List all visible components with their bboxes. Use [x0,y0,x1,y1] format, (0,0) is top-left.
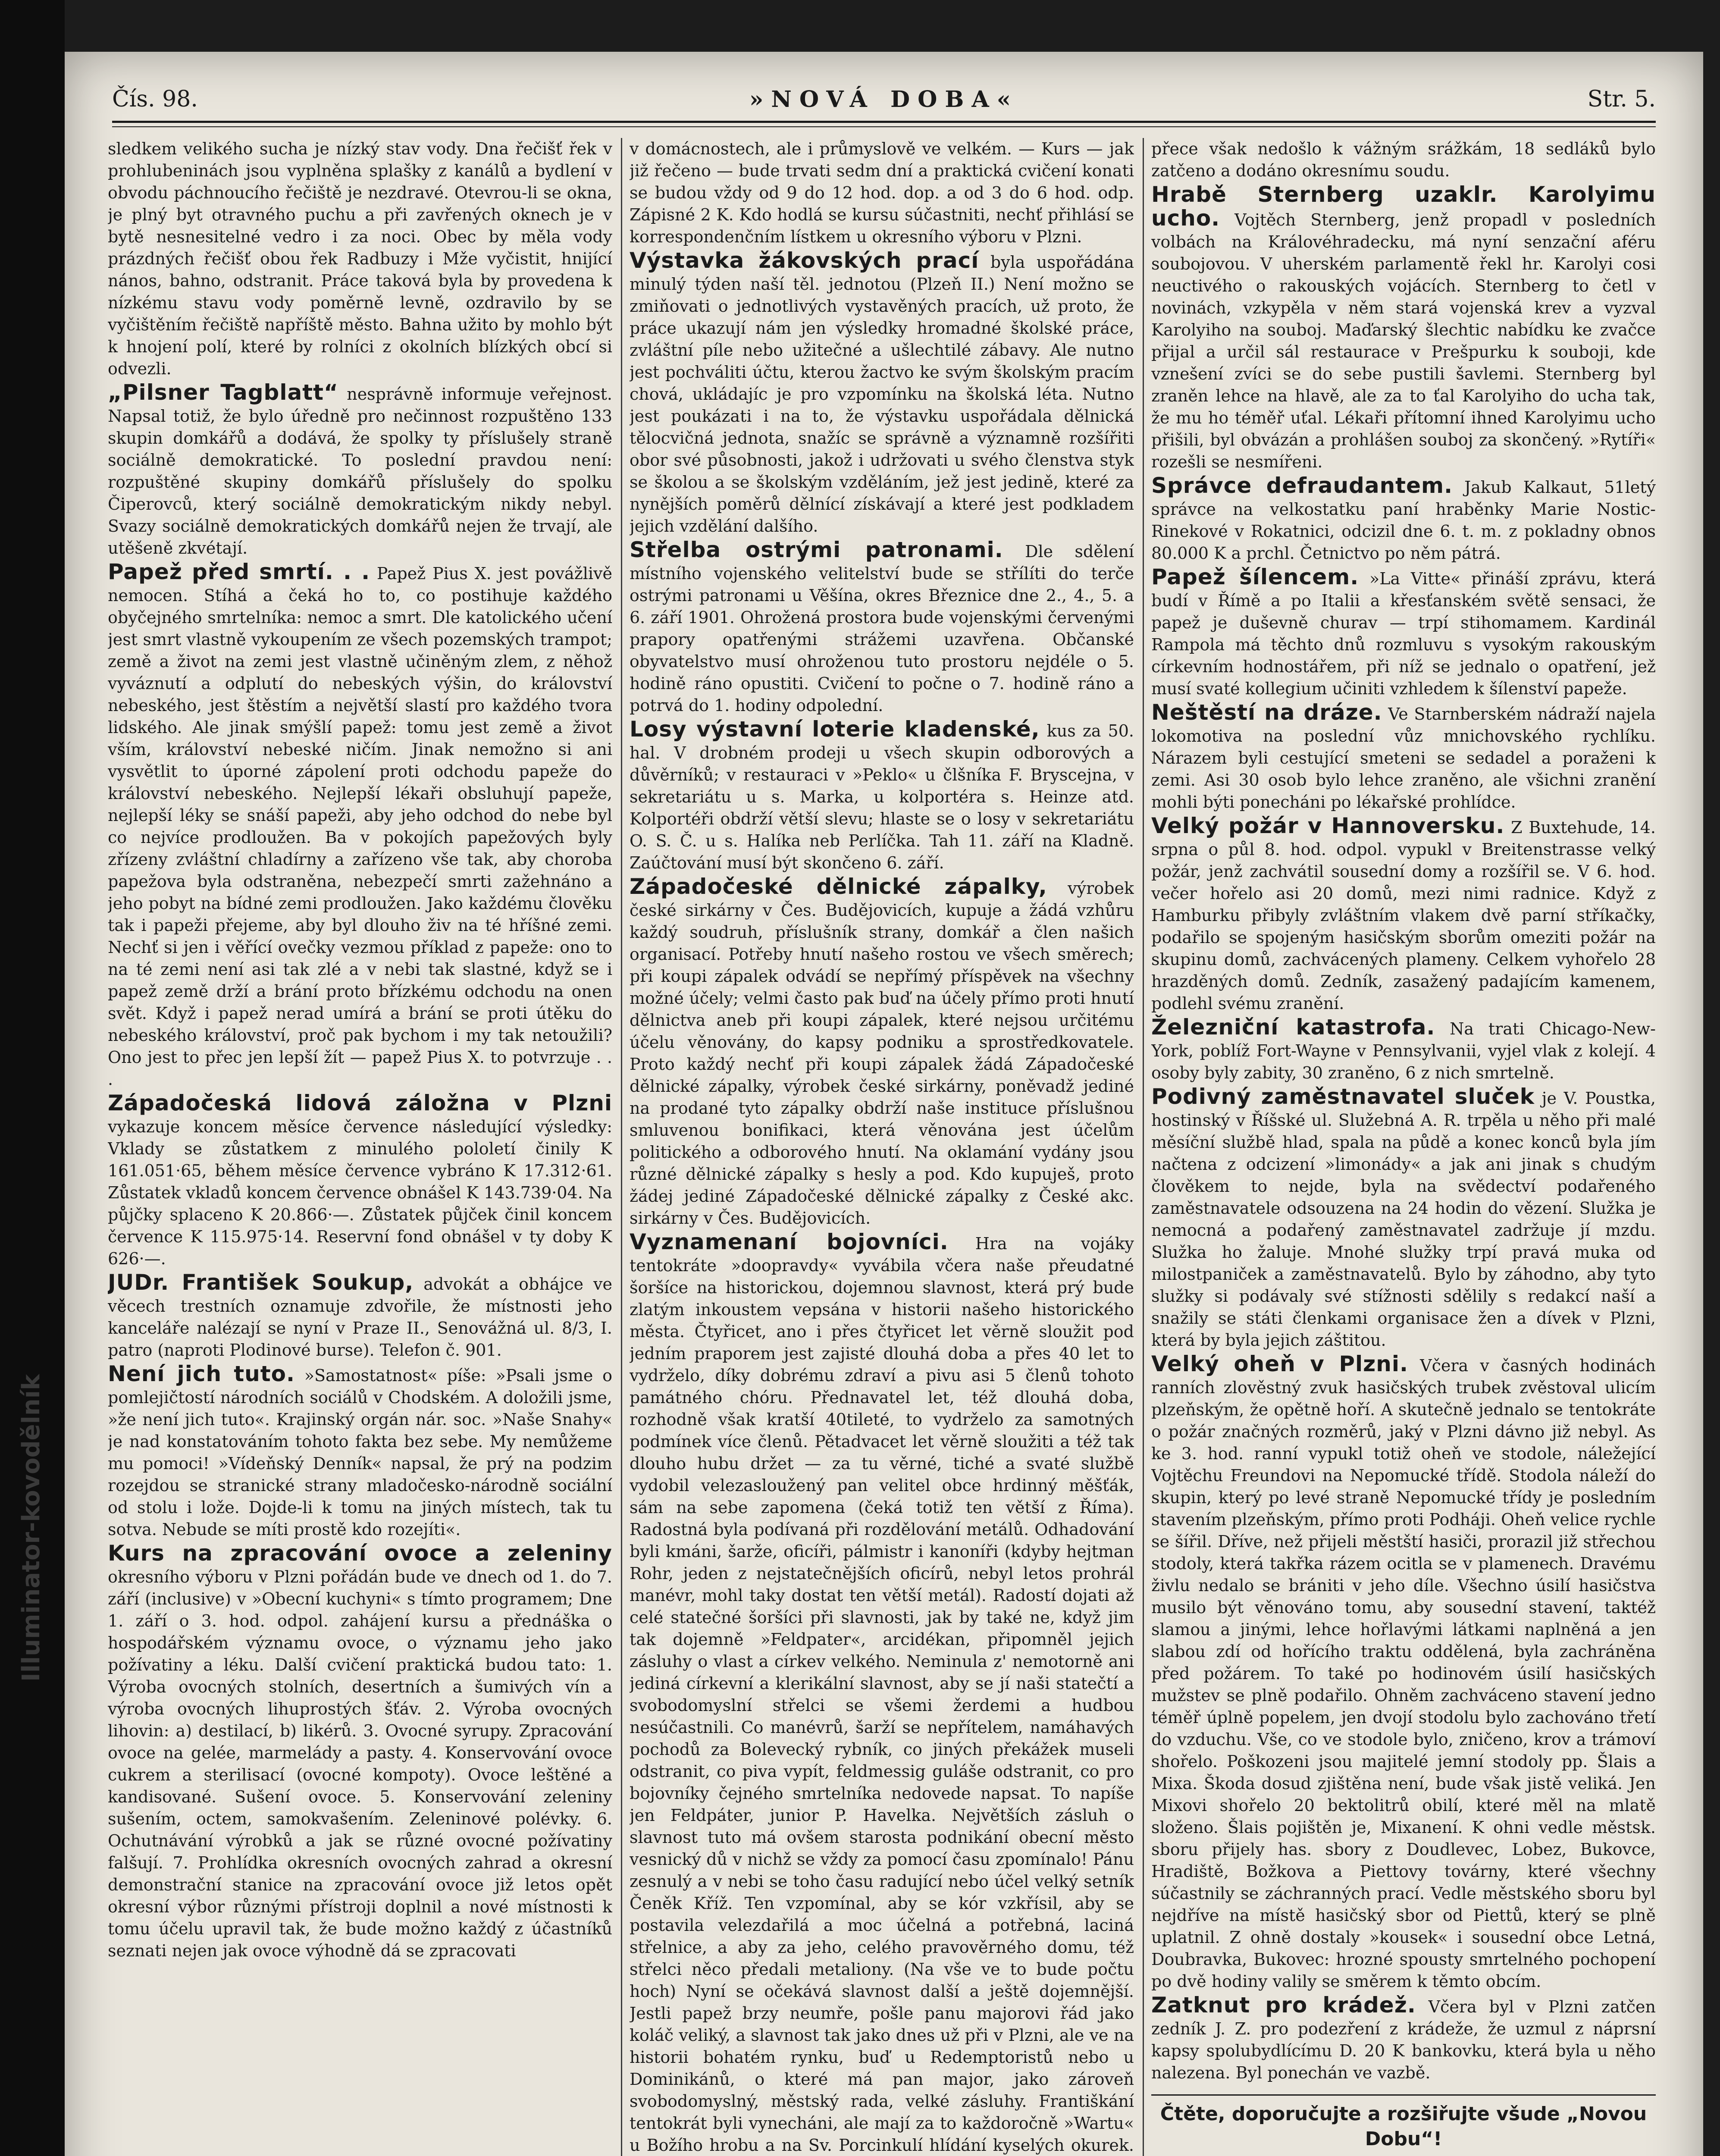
article-paragraph [1151,1353,1656,1993]
article-paragraph [108,1092,612,1270]
article-headline: Papež šílencem. [1151,564,1359,589]
article-paragraph [630,1231,1134,2156]
closing-appeal: Čtěte, doporučujte a rozšiřujte všude „Novou Dobu“! [1151,2094,1656,2152]
page-number: Str. 5. [1587,86,1656,112]
article-paragraph [1151,1994,1656,2084]
article-body: Na trati Chicago-New-York, poblíž Fort-Wayne v Pennsylvanii, vyjel vlak z kolejí. 4 osoby byly zabity, 30 zraněno, 6 z nich smrtelně. [1151,1019,1656,1082]
article-body: Vojtěch Sternberg, jenž propadl v posledních volbách na Královéhradecku, má nyní senzační aféru soubojovou. V uherském parlamentě řekl hr. Karolyi cosi neuctivého o rakouských vojácích. Sternberg to četl v novinách, vzkypěla v něm stará vojenská krev a vyzval Karolyiho na souboj. Maďarský šlechtic nabídku ke zvačce přijal a určil sál restaurace v Prešpurku k souboji, kde vznešení zvíci se do sebe pustili šavlemi. Sternberg byl zraněn lehce na hlavě, ale za to ťal Karolyiho do ucha tak, že mu ho téměř uťal. Lékaři přítomní ihned Karolyimu ucho přišili, byl obvázán a prohlášen souboj za skončený. »Rytíři« rozešli se nesmířeni. [1151,210,1656,471]
article-body: v domácnostech, ale i průmyslově ve velkém. — Kurs — jak již řečeno — bude trvati sedm dní a praktická cvičení konati se budou vždy od 9 do 12 hod. dop. a od 3 do 6 hod. odp. Zápisné 2 K. Kdo hodlá se kursu súčastniti, nechť přihlásí se korrespondenčním lístkem u okresního výboru v Plzni. [630,139,1134,246]
article-paragraph [1151,184,1656,473]
article-body: advokát a obhájce ve věcech trestních oznamuje zdvořile, že místnosti jeho kanceláře nalézají se nyní v Praze II., Senovážná ul. 8/3, I. patro (naproti Plodinové burse). Telefon č. 901. [108,1275,612,1360]
article-headline: Západočeské dělnické zápalky, [630,874,1047,899]
article-headline: Výstavka žákovských prací [630,248,979,273]
newspaper-page [65,52,1703,2156]
news-article [1151,184,1656,473]
article-body: přece však nedošlo k vážným srážkám, 18 sedláků bylo zatčeno a dodáno okresnímu soudu. [1151,139,1656,180]
article-headline: Papež před smrtí. . . [108,559,370,584]
article-paragraph [1151,702,1656,813]
article-body: je V. Poustka, hostinský v Říšské ul. Služebná A. R. trpěla u něho při malé měsíční službě hlad, spala na půdě a konec konců byla jím načtena z odcizení »limonády« a jak ani jinak s chudým člověkem to nejde, byla na svědectví podařeného zaměstnavatele odsouzena na 24 hodin do vězení. Služka je nemocná a podařený zaměstnavatel zadržuje jí mzdu. Služka ho žaluje. Mnohé služky trpí pravá muka od milostpaniček a zaměstnavatelů. Bylo by záhodno, aby tyto služky si podávaly své stížnosti sdělily s redakcí naší a snažily se státi členkami organisace žen a dívek v Plzni, která by byla jejich záštitou. [1151,1089,1656,1350]
article-body: Jakub Kalkaut, 51letý správce na velkostatku paní hraběnky Marie Nostic-Rinekové v Rokatnici, odcizil dne 6. t. m. z pokladny obnos 80.000 K a prchl. Četnictvo po něm pátrá. [1151,478,1656,563]
article-headline: Střelba ostrými patronami. [630,537,1003,562]
news-article [630,138,1134,248]
article-headline: „Pilsner Tagblatt“ [108,380,338,405]
article-body: Dle sdělení místního vojenského velitelství bude se střílíti do terče ostrými patronami u Věšína, okres Březnice dne 2., 4., 5. a 6. září 1901. Ohrožená prostora bude vojenskými červenými prapory opatřenými strážemi uzavřena. Občanské obyvatelstvo musí ohroženou tuto prostoru nejdéle o 5. hodině ráno opustiti. Cvičení to počne o 7. hodině ráno a potrvá do 1. hodiny odpolední. [630,542,1134,715]
news-article [108,382,612,559]
article-paragraph [1151,566,1656,700]
column-divider [621,138,622,2156]
column-divider [1143,138,1144,2156]
article-paragraph [630,138,1134,248]
news-article [1151,1353,1656,1993]
article-paragraph [1151,1016,1656,1084]
news-article [1151,138,1656,182]
news-article [630,250,1134,537]
article-body: nesprávně informuje veřejnost. Napsal totiž, že bylo úředně pro nečinnost rozpuštěno 133 skupin domkářů a dodává, že spolky ty příslušely straně sociálně demokratické. To poslední pravdou není: rozpuštěné skupiny domkářů příslušely do spolku Čiperovců, který sociálně demokratickým nikdy nebyl. Svazy sociálně demokratických domkářů nejen že trvají, ale utěšeně zkvétají. [108,385,612,558]
article-paragraph [1151,475,1656,564]
article-headline: Hrabě Sternberg uzaklr. Karolyimu ucho. [1151,182,1656,231]
news-article [108,1092,612,1270]
article-headline: JUDr. František Soukup, [108,1270,414,1295]
article-paragraph [1151,1086,1656,1351]
column-3 [1151,138,1656,2156]
article-paragraph [108,138,612,380]
article-headline: Vyznamenaní bojovníci. [630,1229,949,1254]
article-paragraph [630,718,1134,874]
article-body: Včera v časných hodinách ranních zlověstný zvuk hasičských trubek zvěstoval ulicím plzeňským, že opětně hoří. A skutečně jednalo se tentokráte o požár značných rozměrů, jaký v Plzni dávno již nebyl. As ke 3. hod. ranní vypukl totiž oheň ve stodole, náležející Vojtěchu Freundovi na Nepomucké třídě. Stodola náleží do skupin, který po levé straně Nepomucké třídy je posledním stavením plzeňským, přímo proti Podháji. Oheň velice rychle se šířil. Dříve, než přijeli městští hasiči, prorazil již střechou stodoly, která takřka rázem ocitla se v plamenech. Dravému živlu nedalo se brániti v jeho díle. Všechno úsilí hasičstva musilo být věnováno tomu, aby sousední stavení, taktéž slamou a jinými, lehce hořlavými látkami naplněná a jen slabou zdí od hořícího traktu oddělená, byla zachráněna před požárem. To také po hodinovém úsilí hasičských mužstev se plně podařilo. Ohněm zachváceno stavení jedno téměř úplně popelem, jen dvojí stodolu bylo zachováno třetí do vzduchu. Vše, co ve stodole bylo, zničeno, krov a trámoví shořelo. Poškozeni jsou majitelé jemní stodoly pp. Šlais a Mixa. Škoda dosud zjištěna není, bude však jistě veliká. Jen Mixovi shořelo 20 bektolitrů obilí, které měl na mlatě složeno. Šlais pojištěn je, Mixanení. K ohni vedle městsk. sboru přijely has. sbory z Doudlevec, Lobez, Bukovce, Hradiště, Božkova a Piettovy továrny, které všechny súčastnily se záchranných prací. Vedle městského sboru byl nejdříve na místě hasičský sbor od Piettů, který se plně uplatnil. Z ohně dostaly »kousek« i sousední obce Letná, Doubravka, Bukovec: hrozné spousty smrtelného pochopení po dvě hodiny valily se směrem k těmto obcím. [1151,1356,1656,1991]
news-article [630,539,1134,717]
column-2 [630,138,1134,2156]
masthead-rule [112,121,1656,127]
article-paragraph [108,1542,612,1962]
news-article [1151,1086,1656,1351]
newspaper-title: »NOVÁ DOBA« [749,86,1019,113]
news-article [1151,1994,1656,2084]
article-paragraph [630,539,1134,717]
news-article [108,1363,612,1541]
article-paragraph [108,1272,612,1361]
article-paragraph [1151,815,1656,1015]
news-article [1151,1016,1656,1084]
article-body: Z Buxtehude, 14. srpna o půl 8. hod. odpol. vypukl v Breitenstrasse velký požár, jenž zachvátil sousední domy a rozšířil se. V 6. hod. večer hořelo asi 20 domů, mezi nimi radnice. Když z Hamburku přibyly zvláštním vlakem dvě parní stříkačky, podařilo se spojeným hasičským sborům omeziti požár na skupinu domů, zachvácených plameny. Celkem vyhořelo 28 hrazděných domů. Zedník, zasažený padajícím kamenem, podlehl svému zranění. [1151,818,1656,1013]
news-article [1151,566,1656,700]
article-body: Papež Pius X. jest povážlivě nemocen. Stíhá a čeká ho to, co postihuje každého obyčejného smrtelníka: nemoc a smrt. Dle katolického učení jest smrt vlastně vykoupením ze všech pozemských trampot; země a život na zemi jest vlastně učiněným zlem, z něhož vyváznutí a odplutí do nebeských výšin, do království nebeského, jest štěstím a největší slastí pro každého tvora lidského. Ale jinak smýšlí papež: tomu jest země a život vším, království nebeské ničím. Jinak nemožno si ani vysvětlit to úporné zápolení proti odchodu papeže do království nebeského. Nejlepší lékaři obsluhují papeže, nejlepší léky se snáší papeži, aby jeho odchod do nebe byl co nejvíce prodloužen. Ba v pokojích papežových byly zřízeny zvláštní chladírny a zařízeno vše tak, aby choroba papežova byla odstraněna, nebezpečí smrti zažehnáno a jeho pobyt na bídné zemi prodloužen. Jako každému člověku tak i papeži přejeme, aby byl dlouho živ na té hříšné zemi. Nechť si jen i věřící ovečky vezmou příklad z papeže: ono to na té zemi není asi tak zlé a v nebi tak slastné, když se i papež země drží a brání proto břízkému odchodu na onen svět. Když i papež nerad umírá a brání se proti útěku do nebeského království, proč pak bychom i my tak netoužili? Ono jest to přec jen lepší žít — papež Pius X. to potvrzuje . . . [108,564,612,1089]
news-article [108,561,612,1091]
article-body: sledkem velikého sucha je nízký stav vody. Dna řečišť řek v prohlubeninách jsou vyplněna splašky z kanálů a bydlení v obvodu páchnoucího řečiště je nezdravé. Otevrou-li se okna, je plný byt otravného puchu a při zavřených oknech je v bytě nesnesitelné vedro i za noci. Obec by měla vody prázdných řečišť obou řek Radbuzy i Mže vyčistit, hnijící nános, bahno, odstranit. Práce taková byla by provedena k nízkému stavu vody poměrně levně, ozdravilo by se vyčištěním řečiště napříště město. Bahna užito by mohlo být k hnojení polí, které by rolníci z okolních blízkých obcí si odvezli. [108,139,612,378]
article-body: »La Vitte« přináší zprávu, která budí v Římě a po Italii a křesťanském světě sensaci, že papež je duševně churav — trpí stihomamem. Kardinál Rampola má těchto dnů rozmluvu s vysokým rakouským církevním hodnostářem, při níž se jednalo o opatření, jež musí svaté kollegium učiniti vzhledem k šílenství papeže. [1151,569,1656,698]
news-article [630,1231,1134,2156]
article-paragraph [1151,138,1656,182]
article-headline: Losy výstavní loterie kladenské, [630,717,1040,742]
news-article [108,138,612,380]
article-headline: Velký oheň v Plzni. [1151,1351,1408,1376]
article-body: kus za 50. hal. V drobném prodeji u všech skupin odborových a důvěrníků; v restauraci v »Peklo« u člšníka F. Bryscejna, v sekretariátu u s. Marka, u kolportéra s. Heinze atd. Kolportéři obdrží větší slevu; hlaste se o losy v sekretariátu O. S. Č. u s. Halíka neb Perlíčka. Tah 11. září na Kladně. Zaúčtování musí být skončeno 6. září. [630,721,1134,872]
article-headline: Železniční katastrofa. [1151,1015,1435,1040]
column-1 [108,138,612,2156]
news-article [1151,702,1656,813]
article-paragraph [630,250,1134,537]
book-binding [0,0,65,2156]
news-article [1151,475,1656,564]
news-article [630,718,1134,874]
article-paragraph [108,382,612,559]
article-paragraph [108,1363,612,1541]
article-headline: Velký požár v Hannoversku. [1151,813,1505,838]
article-paragraph [108,561,612,1091]
article-headline: Podivný zaměstnavatel sluček [1151,1084,1535,1109]
article-body: okresního výboru v Plzni pořádán bude ve dnech od 1. do 7. září (inclusive) v »Obecní kuchyni« s tímto programem; Dne 1. září o 3. hod. odpol. zahájení kursu a přednáška o hospodářském významu ovoce, o významu jeho jako požívatiny a léku. Další cvičení praktická budou tato: 1. Výroba ovocných stolních, desertních a šumivých vín a výroba ovocných lihuprostých šťáv. 2. Výroba ovocných lihovin: a) destilací, b) likérů. 3. Ovocné syrupy. Zpracování ovoce na gelée, marmelády a pasty. 4. Konservování ovoce cukrem a sterilisací (ovocné kompoty). Ovoce leštěné a kandisované. Sušení ovoce. 5. Konservování zeleniny sušením, octem, samokvašením. Zeleninové polévky. 6. Ochutnávání výrobků a jak se různé ovocné požívatiny falšují. 7. Prohlídka okresních ovocných zahrad a okresní demonstrační stanice na zpracování ovoce již letos opět okresní výbor různými přístroji doplnil a nové místnosti k tomu účelu upravil tak, že bude možno každý z účastníků seznati nejen jak ovoce výhodně dá se zpracovati [108,1567,612,1960]
news-article [630,876,1134,1229]
spine-label: Illuminator-kovodělník [17,1374,45,1682]
article-headline: Zatknut pro krádež. [1151,1993,1416,2018]
article-body: byla uspořádána minulý týden naší těl. jednotou (Plzeň II.) Není možno se zmiňovati o jednotlivých vystavěných pracích, už proto, že práce ukazují nám jen výsledky hromadné školské práce, zvláštní píle nebo užitečné a ušlechtilé zábavy. Ale nutno jest pochváliti účtu, kterou žactvo ke svým školským pracím chová, ukládajíc je pro vzpomínku na školská léta. Nutno jest poukázati i na to, že výstavku uspořádala dělnická tělocvičná jednota, snažíc se správně a významně rozšířiti obor své působnosti, jakož i udržovati u svého členstva styk se školou a se školským vzděláním, jež jest jedině, které za nynějších poměrů dělnící získávají a které jest podkladem jejich vzdělání dalšího. [630,253,1134,536]
article-headline: Neštěstí na dráze. [1151,700,1382,725]
article-headline: Západočeská lidová záložna v Plzni [108,1091,612,1116]
article-headline: Kurs na zpracování ovoce a zeleniny [108,1541,612,1566]
article-body: Hra na vojáky tentokráte »doopravdy« vyvábila včera naše přeudatné šoršíce na historickou, dojemnou slavnost, která prý bude zlatým inkoustem vepsána v historii našeho historického města. Čtyřicet, ano i přes čtyřicet let věrně sloužit pod jedním praporem jest zajisté dlouhá doba a přes 40 let to vydrželo, díky dobrému zdraví a pivu asi 5 členů tohoto památného chóru. Přednavatel let, též dlouhá doba, rozhodně však kratší 40tileté, to vydrželo za samotných podmínek více členů. Pětadvacet let věrně sloužiti a též tak dlouho hubu držet — za tu věrné, tiché a svaté službě vydobil velezasloužený pan velitel obce hrdinný měšťák, sám na sebe zapomena (čeká totiž ten větší z Říma). Radostná byla podívaná při rozdělování metálů. Odhadování byli kmáni, šarže, oficíři, pálmistr i kanoníři (kdyby hejtman Rohr, jeden z nejstatečnějších oficírů, nebyl letos prohrál manévr, mohl taky dostat ten větší metál). Radostí dojati až celé statečné šoršíci při slavnosti, jak by také ne, když jim tak dojemně »Feldpater«, arcidékan, připomněl jejich zásluhy o vlast a církev velkého. Neminula z' nemotorně ani jediná církevní a klerikální slavnost, aby se jí naši statečtí a svobodomyslní střelci se všemi žerdemi a hudbou nesúčastnili. Co manévrů, šarží se nepřítelem, namáhavých pochodů za Bolevecký rybník, co jiných překážek museli odstranit, co piva vypít, feldmessig guláše odstranit, co pro bojovníky čejného smrtelníka nedovede napsat. To napíše jen Feldpáter, junior P. Havelka. Největších zásluh o slavnost tuto má ovšem starosta podnikání obecní město vesnický dů v nichž se vždy za pomocí času zpomínalo! Pánu zesnulý a v nebi se toho času radující nebo účel velký setník Čeněk Kříž. Ten vzpomínal, aby se kór vzkřísil, aby se postavila velezdařilá a moc účelná a potřebná, laciná střelnice, a aby za jeho, celého pravověrného domu, též střelci něco předali metaliony. (Na vše ve to bude počtu hoch) Nyní se očekává slavnost další a ještě dojemnější. Jestli papež brzy neumře, pošle panu majorovi řád jako koláč veliký, a slavnost tak jako dnes už při v Plzni, ale ve na historii bohatém rynku, buď u Redemptoristů nebo u Dominikánů, o které má pan major, jako zároveň svobodomyslný, městský rada, velké zásluhy. Františkání tentokrát byli vynecháni, ale mají za to každoročně »Wartu« u Božího hrobu a na Sv. Porcinkulí hlídání kyselých okurek. [630,1234,1134,2155]
article-paragraph [630,876,1134,1229]
article-headline: Správce defraudantem. [1151,473,1453,498]
article-body: Včera byl v Plzni zatčen zedník J. Z. pro podezření z krádeže, že uzmul z náprsní kapsy spolubydlícímu D. 20 K bankovku, která byla u něho nalezena. Byl ponechán ve vazbě. [1151,1997,1656,2082]
article-headline: Není jich tuto. [108,1361,295,1386]
issue-number: Čís. 98. [112,86,198,112]
article-body: vykazuje koncem měsíce července následující výsledky: Vklady se zůstatkem z minulého pololetí činily K 161.051·65, během měsíce července vybráno K 17.312·61. Zůstatek vkladů koncem července obnášel K 143.739·04. Na půjčky splaceno K 20.866·—. Zůstatek půjček činil koncem července K 115.975·14. Reservní fond obnášel v ty doby K 626·—. [108,1117,612,1268]
news-article [108,1272,612,1361]
news-article [108,1542,612,1962]
article-body: výrobek české sirkárny v Čes. Budějovicích, kupuje a žádá vzhůru každý soudruh, příslušník strany, domkář a člen našich organisací. Potřeby hnutí našeho rostou ve všech směrech; při koupi zápalek odvádí se nepřímý příspěvek na všechny možné účely; velmi často pak buď na účely přímo proti hnutí dělnictva aneb při koupi zápalek, které nejsou určitému účelu věnovány, do kapsy podniku a sprostředkovatele. Proto každý nechť při koupi zápalek žádá Západočeské dělnické zápalky, výrobek české sirkárny, poněvadž jediné na prodané tyto zápalky obdrží naše instituce příslušnou smluvenou bonifikaci, která věnována jest účelům politického a odborového hnutí. Na oklamání vydány jsou různé dělnické zápalky s hesly a pod. Kdo kupuješ, proto žádej jediné Západočeské dělnické zápalky z České akc. sirkárny v Čes. Budějovicích. [630,879,1134,1228]
article-body: »Samostatnost« píše: »Psali jsme o pomlejičtostí národních sociálů v Chodském. A doložili jsme, »že není jich tuto«. Krajinský orgán nár. soc. »Naše Snahy« je nad konstatováním tohoto fakta bez sebe. My nemůžeme mu pomoci! »Vídeňský Denník« napsal, že prý na podzim rozejdou se stranické strany mladočesko-národně sociální od stolu i lože. Dojde-li k tomu na jiných místech, tak tu sotva. Nebude se míti prostě kdo rozejíti«. [108,1366,612,1539]
news-article [1151,815,1656,1015]
article-body: Ve Starnberském nádraží najela lokomotiva na poslední vůz mnichovského rychlíku. Nárazem byli cestující smeteni se sedadel a poraženi k zemi. Asi 30 osob bylo lehce zraněno, ale všichni zranění mohli býti ponecháni po lékařské prohlídce. [1151,705,1656,812]
masthead [112,78,1656,121]
